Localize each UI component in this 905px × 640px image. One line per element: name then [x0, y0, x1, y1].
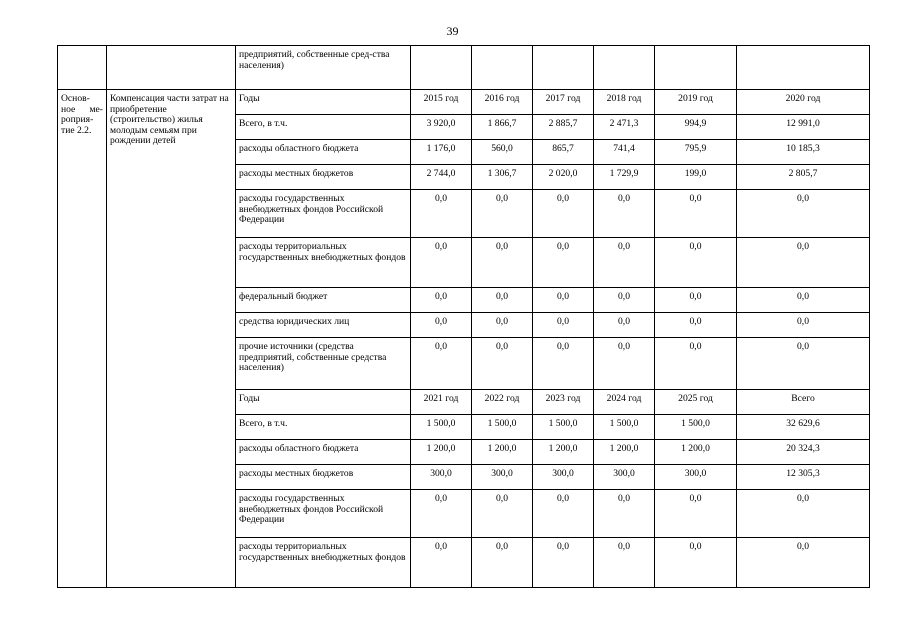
value-cell: 1 176,0	[411, 140, 472, 165]
value-cell: 560,0	[472, 140, 533, 165]
funding-table	[57, 45, 870, 588]
value-cell: 0,0	[533, 288, 594, 313]
row-label: средства юридических лиц	[236, 313, 411, 338]
value-cell: 0,0	[533, 490, 594, 538]
table-cell	[472, 46, 533, 90]
table-cell	[655, 46, 737, 90]
table-cell	[737, 46, 870, 90]
row-label: Всего, в т.ч.	[236, 415, 411, 440]
value-cell: 0,0	[655, 490, 737, 538]
value-cell: 0,0	[472, 238, 533, 288]
row-label: федеральный бюджет	[236, 288, 411, 313]
value-cell: 0,0	[655, 313, 737, 338]
value-cell: 1 500,0	[594, 415, 655, 440]
row-label: расходы государственных внебюджетных фондов Российской Федерации	[236, 490, 411, 538]
value-cell: 0,0	[472, 338, 533, 390]
measure-label: Основ-ное ме-роприя-тие 2.2.	[58, 90, 107, 588]
row-label: предприятий, собственные сред-ства населения)	[236, 46, 411, 90]
value-cell: 10 185,3	[737, 140, 870, 165]
value-cell: 1 200,0	[411, 440, 472, 465]
value-cell: 2 885,7	[533, 115, 594, 140]
value-cell: 741,4	[594, 140, 655, 165]
value-cell: 1 306,7	[472, 165, 533, 190]
measure-name: Компенсация части затрат на приобретение (строительство) жилья молодым семьям при рождении детей	[107, 90, 236, 588]
value-cell: 2025 год	[655, 390, 737, 415]
row-label: расходы местных бюджетов	[236, 465, 411, 490]
row-label: расходы местных бюджетов	[236, 165, 411, 190]
row-label: расходы областного бюджета	[236, 140, 411, 165]
value-cell: 2021 год	[411, 390, 472, 415]
value-cell: 0,0	[594, 313, 655, 338]
value-cell: 0,0	[472, 288, 533, 313]
value-cell: 2023 год	[533, 390, 594, 415]
value-cell: 2020 год	[737, 90, 870, 115]
value-cell: 0,0	[737, 313, 870, 338]
value-cell: 2018 год	[594, 90, 655, 115]
value-cell: 0,0	[737, 190, 870, 238]
value-cell: 1 500,0	[472, 415, 533, 440]
value-cell: 1 866,7	[472, 115, 533, 140]
value-cell: 0,0	[411, 313, 472, 338]
value-cell: 0,0	[533, 190, 594, 238]
value-cell: 2019 год	[655, 90, 737, 115]
value-cell: 2017 год	[533, 90, 594, 115]
value-cell: 865,7	[533, 140, 594, 165]
value-cell: 1 500,0	[655, 415, 737, 440]
value-cell: 2 805,7	[737, 165, 870, 190]
table-row	[58, 90, 870, 115]
page-number: 39	[446, 24, 459, 38]
value-cell: 1 200,0	[533, 440, 594, 465]
value-cell: 2016 год	[472, 90, 533, 115]
value-cell: 2 471,3	[594, 115, 655, 140]
value-cell: 0,0	[411, 288, 472, 313]
value-cell: 0,0	[533, 538, 594, 588]
value-cell: 1 200,0	[594, 440, 655, 465]
value-cell: 1 729,9	[594, 165, 655, 190]
value-cell: 0,0	[594, 538, 655, 588]
value-cell: 1 500,0	[533, 415, 594, 440]
table-cell	[58, 46, 107, 90]
row-label: расходы территориальных государственных внебюджетных фондов	[236, 538, 411, 588]
value-cell: 0,0	[472, 190, 533, 238]
value-cell: 1 500,0	[411, 415, 472, 440]
row-label: расходы территориальных государственных внебюджетных фондов	[236, 238, 411, 288]
value-cell: 0,0	[655, 538, 737, 588]
value-cell: 199,0	[655, 165, 737, 190]
value-cell: 2 744,0	[411, 165, 472, 190]
table-cell	[107, 46, 236, 90]
value-cell: 0,0	[594, 490, 655, 538]
value-cell: 0,0	[737, 288, 870, 313]
value-cell: 795,9	[655, 140, 737, 165]
value-cell: 300,0	[411, 465, 472, 490]
table-cell	[411, 46, 472, 90]
value-cell: 0,0	[533, 338, 594, 390]
value-cell: 0,0	[411, 238, 472, 288]
value-cell: 300,0	[472, 465, 533, 490]
value-cell: 12 305,3	[737, 465, 870, 490]
value-cell: 300,0	[533, 465, 594, 490]
value-cell: 1 200,0	[655, 440, 737, 465]
value-cell: 0,0	[737, 490, 870, 538]
value-cell: 0,0	[533, 238, 594, 288]
value-cell: Всего	[737, 390, 870, 415]
row-label: расходы государственных внебюджетных фондов Российской Федерации	[236, 190, 411, 238]
value-cell: 0,0	[594, 288, 655, 313]
value-cell: 2024 год	[594, 390, 655, 415]
value-cell: 2 020,0	[533, 165, 594, 190]
row-label: Всего, в т.ч.	[236, 115, 411, 140]
value-cell: 3 920,0	[411, 115, 472, 140]
value-cell: 0,0	[411, 190, 472, 238]
value-cell: 994,9	[655, 115, 737, 140]
row-label: прочие источники (средства предприятий, собственные средства населения)	[236, 338, 411, 390]
value-cell: 1 200,0	[472, 440, 533, 465]
value-cell: 0,0	[594, 338, 655, 390]
value-cell: 0,0	[737, 338, 870, 390]
value-cell: 2015 год	[411, 90, 472, 115]
value-cell: 2022 год	[472, 390, 533, 415]
table-cell	[533, 46, 594, 90]
value-cell: 20 324,3	[737, 440, 870, 465]
value-cell: 0,0	[737, 238, 870, 288]
value-cell: 0,0	[594, 190, 655, 238]
row-label: Годы	[236, 390, 411, 415]
row-label: расходы областного бюджета	[236, 440, 411, 465]
value-cell: 0,0	[655, 238, 737, 288]
value-cell: 0,0	[655, 288, 737, 313]
value-cell: 0,0	[594, 238, 655, 288]
value-cell: 0,0	[472, 490, 533, 538]
value-cell: 0,0	[655, 190, 737, 238]
value-cell: 300,0	[594, 465, 655, 490]
value-cell: 0,0	[411, 338, 472, 390]
value-cell: 0,0	[411, 490, 472, 538]
value-cell: 0,0	[533, 313, 594, 338]
value-cell: 0,0	[472, 313, 533, 338]
table-cell	[594, 46, 655, 90]
value-cell: 32 629,6	[737, 415, 870, 440]
value-cell: 0,0	[411, 538, 472, 588]
value-cell: 0,0	[737, 538, 870, 588]
row-label: Годы	[236, 90, 411, 115]
value-cell: 12 991,0	[737, 115, 870, 140]
value-cell: 0,0	[655, 338, 737, 390]
table-row	[58, 46, 870, 90]
value-cell: 0,0	[472, 538, 533, 588]
value-cell: 300,0	[655, 465, 737, 490]
